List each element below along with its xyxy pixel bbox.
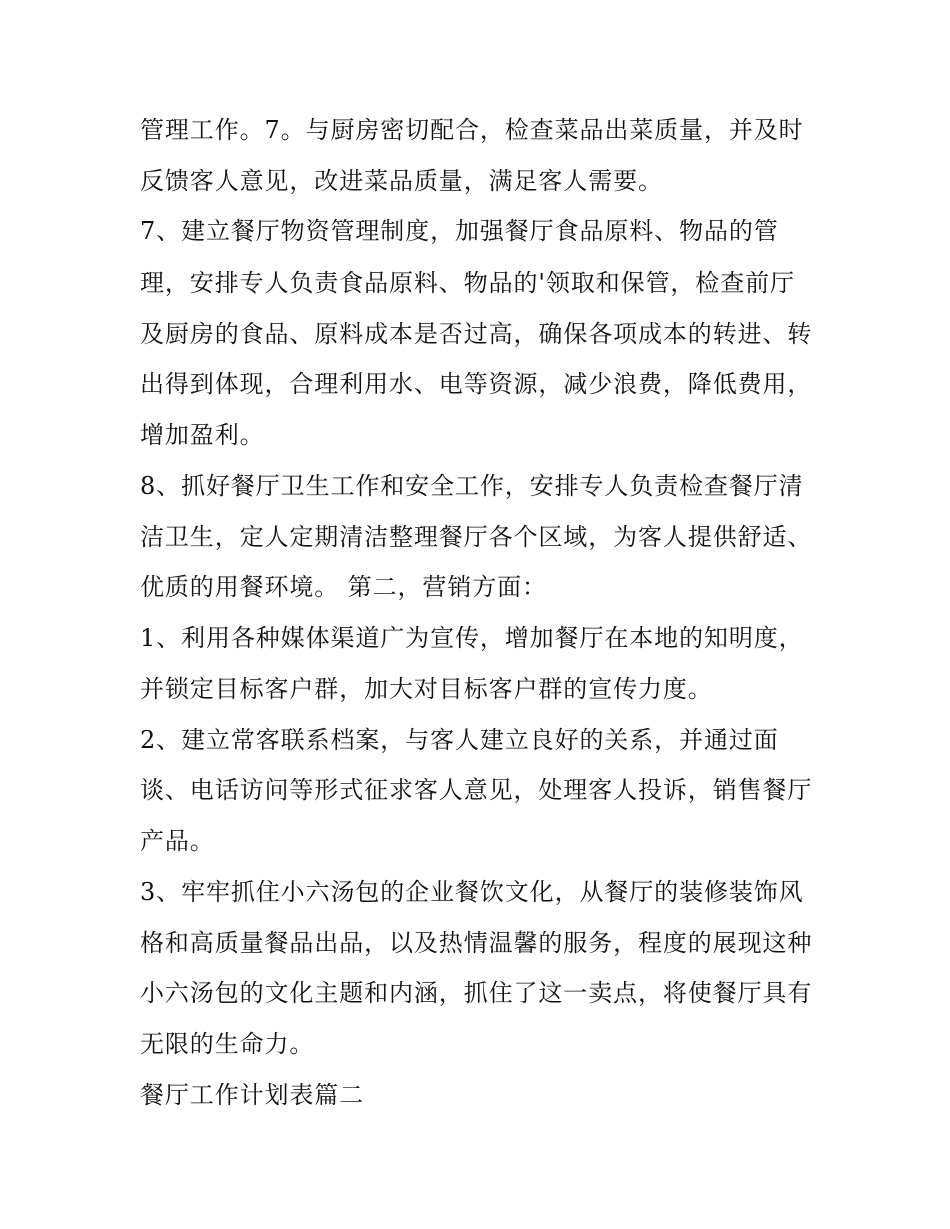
- text-line: 反馈客人意见，改进菜品质量，满足客人需要。: [140, 167, 663, 195]
- text-line: 优质的用餐环境。 第二，营销方面：: [140, 573, 547, 601]
- text-line: 8、抓好餐厅卫生工作和安全工作，安排专人负责检查餐厅清: [140, 472, 804, 500]
- text-line: 无限的生命力。: [140, 1030, 315, 1058]
- section-heading: 餐厅工作计划表篇二: [140, 1081, 365, 1109]
- text-line: 洁卫生，定人定期清洁整理餐厅各个区域，为客人提供舒适、: [140, 523, 813, 551]
- text-line: 1、利用各种媒体渠道广为宣传，增加餐厅在本地的知明度，: [140, 624, 804, 652]
- text-line: 理，安排专人负责食品原料、物品的'领取和保管，检查前厅: [140, 269, 795, 297]
- text-line: 7、建立餐厅物资管理制度，加强餐厅食品原料、物品的管: [140, 217, 779, 245]
- text-line: 及厨房的食品、原料成本是否过高，确保各项成本的转进、转: [140, 320, 813, 348]
- text-line: 出得到体现，合理利用水、电等资源，减少浪费，降低费用，: [140, 370, 813, 398]
- text-line: 增加盈利。: [140, 421, 265, 449]
- text-line: 并锁定目标客户群，加大对目标客户群的宣传力度。: [140, 675, 713, 703]
- text-line: 小六汤包的文化主题和内涵，抓住了这一卖点，将使餐厅具有: [140, 979, 813, 1007]
- text-line: 格和高质量餐品出品，以及热情温馨的服务，程度的展现这种: [140, 929, 813, 957]
- text-line: 产品。: [140, 827, 215, 855]
- text-line: 谈、电话访问等形式征求客人意见，处理客人投诉，销售餐厅: [140, 776, 813, 804]
- text-line: 管理工作。7。与厨房密切配合，检查菜品出菜质量，并及时: [140, 116, 804, 144]
- text-line: 2、建立常客联系档案，与客人建立良好的关系，并通过面: [140, 726, 779, 754]
- text-line: 3、牢牢抓住小六汤包的企业餐饮文化，从餐厅的装修装饰风: [140, 878, 804, 906]
